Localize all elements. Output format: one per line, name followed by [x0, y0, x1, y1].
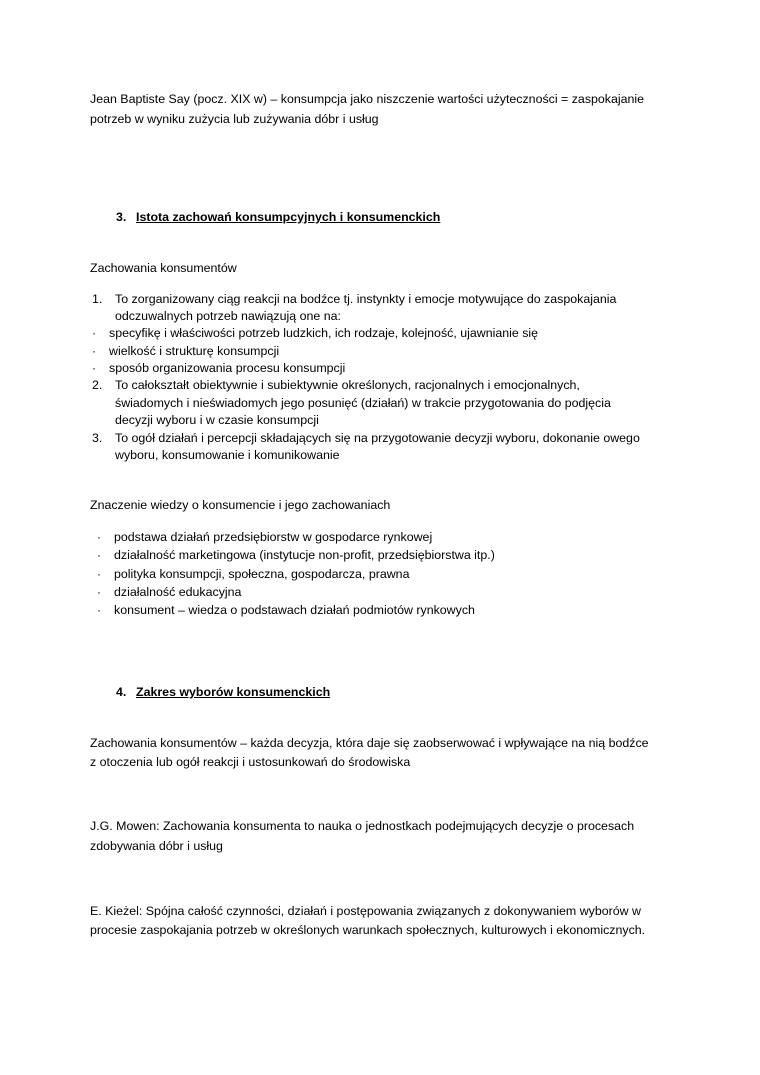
knowledge-bullet-5-text: konsument – wiedza o podstawach działań podmiotów rynkowych — [114, 603, 475, 617]
list-item-2-line-3: decyzji wyboru i w czasie konsumpcji — [115, 413, 319, 427]
sub-bullet-2-marker: · — [92, 344, 96, 358]
list-item-2-marker: 2. — [92, 378, 103, 392]
sub-bullet-1-marker: · — [92, 326, 96, 340]
knowledge-bullet-1-text: podstawa działań przedsiębiorstw w gospodarce rynkowej — [114, 530, 433, 544]
knowledge-bullet-3-marker: · — [97, 567, 101, 581]
list-item-2-line-2: świadomych i nieświadomych jego posunięć (działań) w trakcie przygotowania do podjęcia — [115, 396, 611, 410]
knowledge-bullet-1-marker: · — [97, 530, 101, 544]
paragraph-2-line-2: zdobywania dóbr i usług — [90, 839, 223, 853]
intro-line-1: Jean Baptiste Say (pocz. XIX w) – konsumpcja jako niszczenie wartości użyteczności = zaspokajanie — [90, 92, 645, 106]
knowledge-heading: Znaczenie wiedzy o konsumencie i jego zachowaniach — [90, 498, 391, 512]
knowledge-bullet-2-marker: · — [97, 548, 101, 562]
paragraph-3-line-1: E. Kieżel: Spójna całość czynności, działań i postępowania związanych z dokonywaniem wyborów w — [90, 904, 641, 918]
knowledge-bullet-5-marker: · — [97, 603, 101, 617]
paragraph-1-line-1: Zachowania konsumentów – każda decyzja, która daje się zaobserwować i wpływające na nią bodźce — [90, 736, 649, 750]
section-3-subheading: Zachowania konsumentów — [90, 261, 237, 275]
intro-line-2: potrzeb w wyniku zużycia lub zużywania dóbr i usług — [90, 112, 379, 126]
knowledge-bullet-3-text: polityka konsumpcji, społeczna, gospodarcza, prawna — [114, 567, 410, 581]
paragraph-1-line-2: z otoczenia lub ogół reakcji i ustosunkowań do środowiska — [90, 755, 411, 769]
knowledge-bullet-4-text: działalność edukacyjna — [114, 585, 242, 599]
list-item-1-line-2: odczuwalnych potrzeb nawiązują one na: — [115, 309, 341, 323]
list-item-3-line-1: To ogół działań i percepcji składających się na przygotowanie decyzji wyboru, dokonanie owego — [115, 431, 640, 445]
list-item-1-marker: 1. — [92, 292, 103, 306]
knowledge-bullet-4-marker: · — [97, 585, 101, 599]
list-item-1-line-1: To zorganizowany ciąg reakcji na bodźce tj. instynkty i emocje motywujące do zaspokajania — [115, 292, 617, 306]
paragraph-2-line-1: J.G. Mowen: Zachowania konsumenta to nauka o jednostkach podejmujących decyzje o procesach — [90, 819, 635, 833]
sub-bullet-3-text: sposób organizowania procesu konsumpcji — [109, 361, 346, 375]
paragraph-3-line-2: procesie zaspokajania potrzeb w określonych warunkach społecznych, kulturowych i ekonomicznych. — [90, 923, 646, 937]
section-4-number: 4. — [116, 685, 127, 699]
list-item-3-marker: 3. — [92, 431, 103, 445]
knowledge-bullet-2-text: działalność marketingowa (instytucje non-profit, przedsiębiorstwa itp.) — [114, 548, 495, 562]
sub-bullet-3-marker: · — [92, 361, 96, 375]
sub-bullet-2-text: wielkość i strukturę konsumpcji — [109, 344, 280, 358]
list-item-2-line-1: To całokształt obiektywnie i subiektywnie określonych, racjonalnych i emocjonalnych, — [115, 378, 580, 392]
section-3-title: Istota zachowań konsumpcyjnych i konsumenckich — [136, 210, 441, 224]
list-item-3-line-2: wyboru, konsumowanie i komunikowanie — [115, 448, 340, 462]
section-3-number: 3. — [116, 210, 127, 224]
section-4-title: Zakres wyborów konsumenckich — [136, 685, 331, 699]
sub-bullet-1-text: specyfikę i właściwości potrzeb ludzkich, ich rodzaje, kolejność, ujawnianie się — [109, 326, 539, 340]
